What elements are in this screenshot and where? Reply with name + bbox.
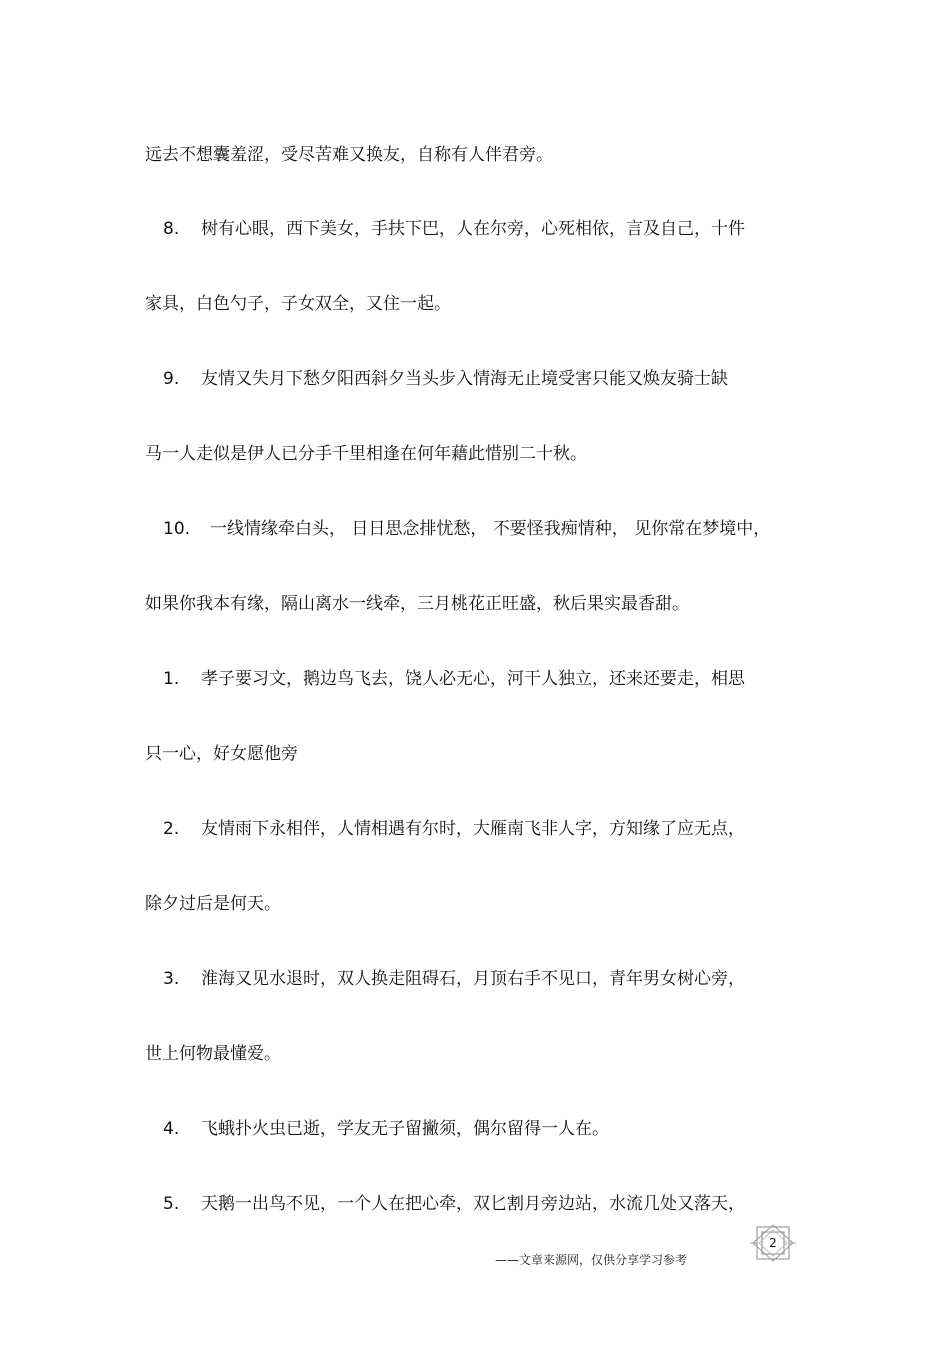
list-item (0, 1114, 950, 1144)
item-number: 5. (163, 1194, 180, 1214)
list-item (0, 214, 950, 244)
list-item (0, 814, 950, 844)
list-item (0, 514, 950, 544)
text-line (0, 889, 950, 919)
item-number: 8. (163, 219, 180, 239)
line-text: 淮海又见水退时，双人换走阻碍石，月顶右手不见口，青年男女树心旁， (201, 969, 745, 989)
list-item (0, 1189, 950, 1219)
line-text: 只一心，好女愿他旁 (145, 744, 298, 764)
line-text: 如果你我本有缘，隔山离水一线牵，三月桃花正旺盛，秋后果实最香甜。 (145, 594, 689, 614)
text-line (0, 739, 950, 769)
list-item (0, 664, 950, 694)
item-number: 3. (163, 969, 180, 989)
page-number-badge (749, 1224, 797, 1262)
text-line (0, 140, 950, 170)
line-text: 友情雨下永相伴，人情相遇有尔时，大雁南飞非人字，方知缘了应无点， (201, 819, 745, 839)
text-line (0, 289, 950, 319)
line-text: 天鹅一出鸟不见，一个人在把心牵，双匕割月旁边站，水流几处又落天， (201, 1194, 745, 1214)
item-number: 10. (163, 519, 191, 539)
text-line (0, 589, 950, 619)
line-text: 孝子要习文，鹅边鸟飞去，饶人必无心，河干人独立，还来还要走，相思 (201, 669, 745, 689)
item-number: 4. (163, 1119, 180, 1139)
item-number: 9. (163, 369, 180, 389)
line-text: 马一人走似是伊人已分手千里相逢在何年藉此惜别二十秋。 (145, 444, 587, 464)
item-number: 2. (163, 819, 180, 839)
text-line (0, 439, 950, 469)
line-text: 飞蛾扑火虫已逝，学友无子留撇须，偶尔留得一人在。 (201, 1119, 609, 1139)
line-text: 远去不想囊羞涩，受尽苦难又换友，自称有人伴君旁。 (145, 145, 553, 165)
line-text: 树有心眼，西下美女，手扶下巴，人在尔旁，心死相依，言及自己，十件 (201, 219, 745, 239)
text-line (0, 1039, 950, 1069)
line-text: 世上何物最懂爱。 (145, 1044, 281, 1064)
line-text: 一线情缘牵白头， 日日思念排忧愁， 不要怪我痴情种， 见你常在梦境中， (210, 519, 771, 539)
line-text: 友情又失月下愁夕阳西斜夕当头步入情海无止境受害只能又焕友骑士缺 (201, 369, 728, 389)
page-number: 2 (769, 1236, 777, 1250)
line-text: 除夕过后是何天。 (145, 894, 281, 914)
list-item (0, 364, 950, 394)
item-number: 1. (163, 669, 180, 689)
footer-source-note: ——文章来源网，仅供分享学习参考 (495, 1253, 688, 1267)
line-text: 家具，白色勺子，子女双全，又住一起。 (145, 294, 451, 314)
list-item (0, 964, 950, 994)
